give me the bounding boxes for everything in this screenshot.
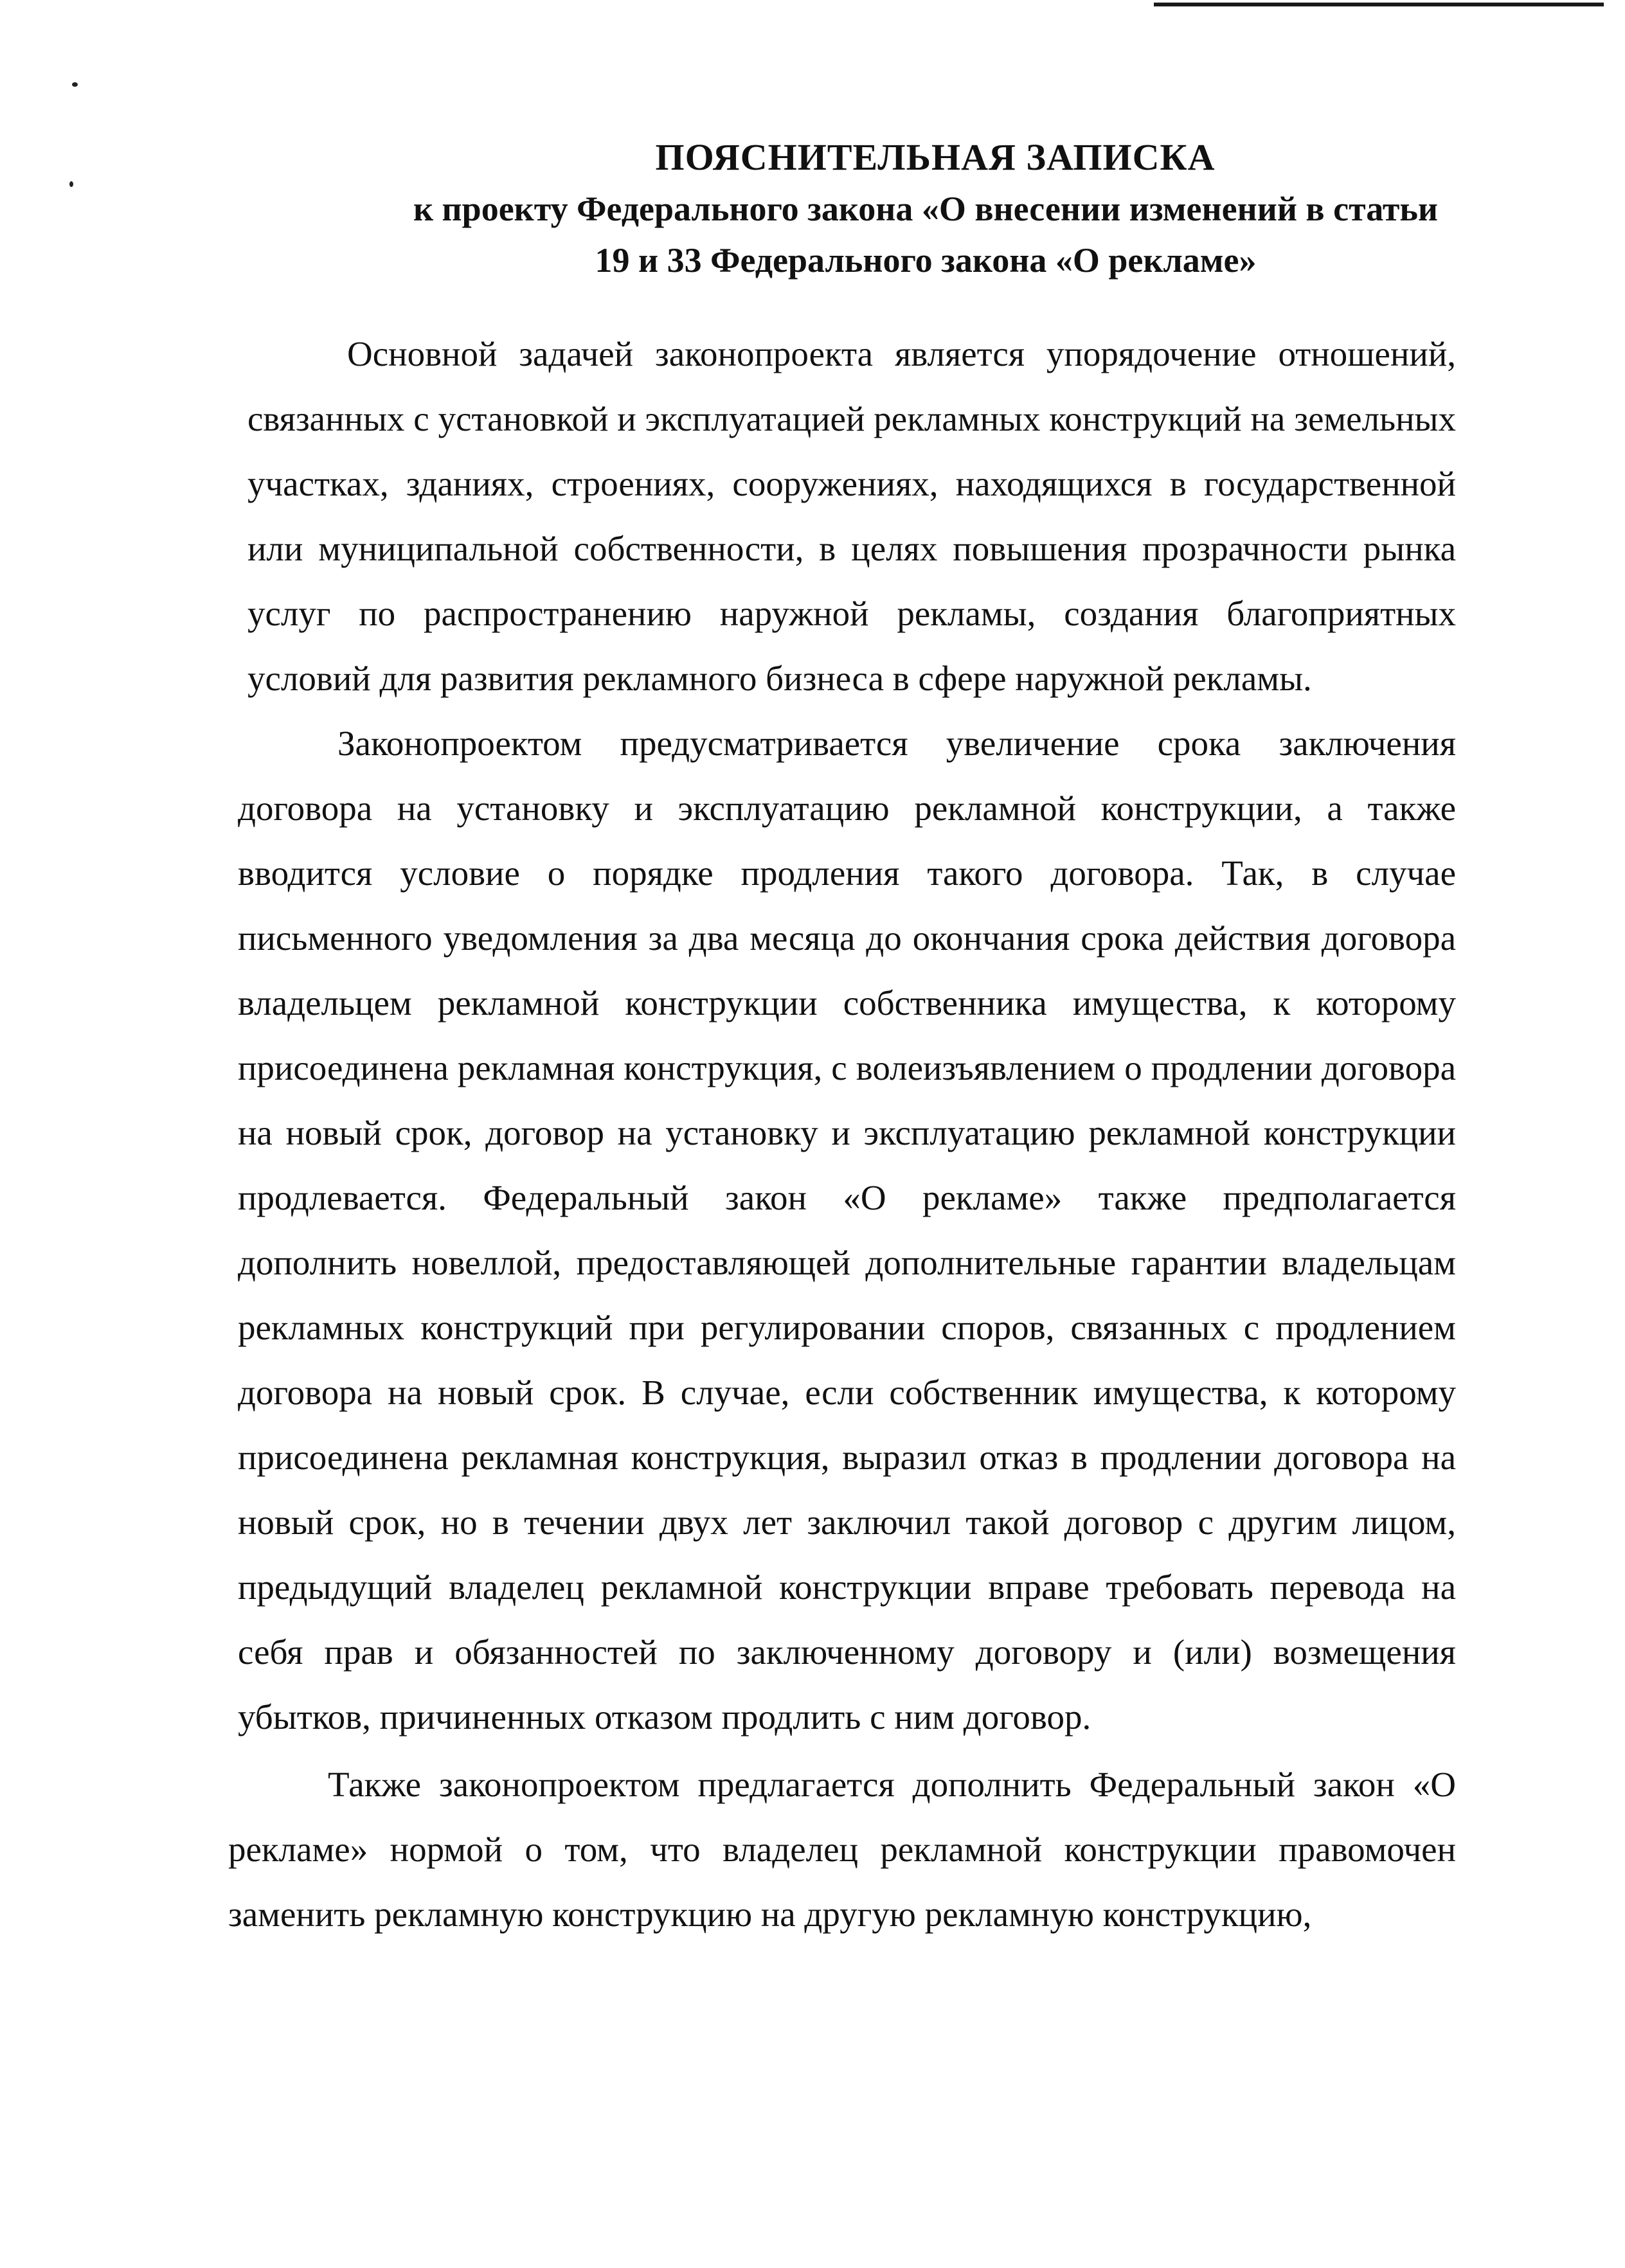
scan-speck — [72, 82, 78, 87]
paragraph-3: Также законопроектом предлагается дополнить Федеральный закон «О рекламе» нормой о том, что владелец рекламной конструкции правомочен заменить рекламную конструкцию на другую рекламную конструкцию, — [228, 1765, 1456, 1934]
document-title: ПОЯСНИТЕЛЬНАЯ ЗАПИСКА — [655, 136, 1216, 178]
scan-speck — [69, 181, 73, 187]
document-subtitle-line-2: 19 и 33 Федерального закона «О рекламе» — [595, 241, 1257, 280]
scan-edge-line — [1154, 3, 1604, 6]
document-subtitle-line-1: к проекту Федерального закона «О внесении изменений в статьи — [413, 190, 1439, 228]
document-body — [228, 321, 1456, 1947]
paragraph-2: Законопроектом предусматривается увеличение срока заключения договора на установку и эксплуатацию рекламной конструкции, а также вводится условие о порядке продления такого договора. Так, в случае письменного уведомления за два месяца до окончания срока действия договора владельцем рекламной конструкции собственника имущества, к которому присоединена рекламная конструкция, с волеизъявлением о продлении договора на новый срок, договор на установку и эксплуатацию рекламной конструкции продлевается. Федеральный закон «О рекламе» также предполагается дополнить новеллой, предоставляющей дополнительные гарантии владельцам рекламных конструкций при регулировании споров, связанных с продлением договора на новый срок. В случае, если собственник имущества, к которому присоединена рекламная конструкция, выразил отказ в продлении договора на новый срок, но в течении двух лет заключил такой договор с другим лицом, предыдущий владелец рекламной конструкции вправе требовать перевода на себя прав и обязанностей по заключенному договору и (или) возмещения убытков, причиненных отказом продлить с ним договор. — [238, 724, 1456, 1737]
document-header — [360, 132, 1491, 286]
paragraph-1: Основной задачей законопроекта является упорядочение отношений, связанных с установкой и эксплуатацией рекламных конструкций на земельных участках, зданиях, строениях, сооружениях, находящихся в государственной или муниципальной собственности, в целях повышения прозрачности рынка услуг по распространению наружной рекламы, создания благоприятных условий для развития рекламного бизнеса в сфере наружной рекламы. — [247, 334, 1456, 698]
